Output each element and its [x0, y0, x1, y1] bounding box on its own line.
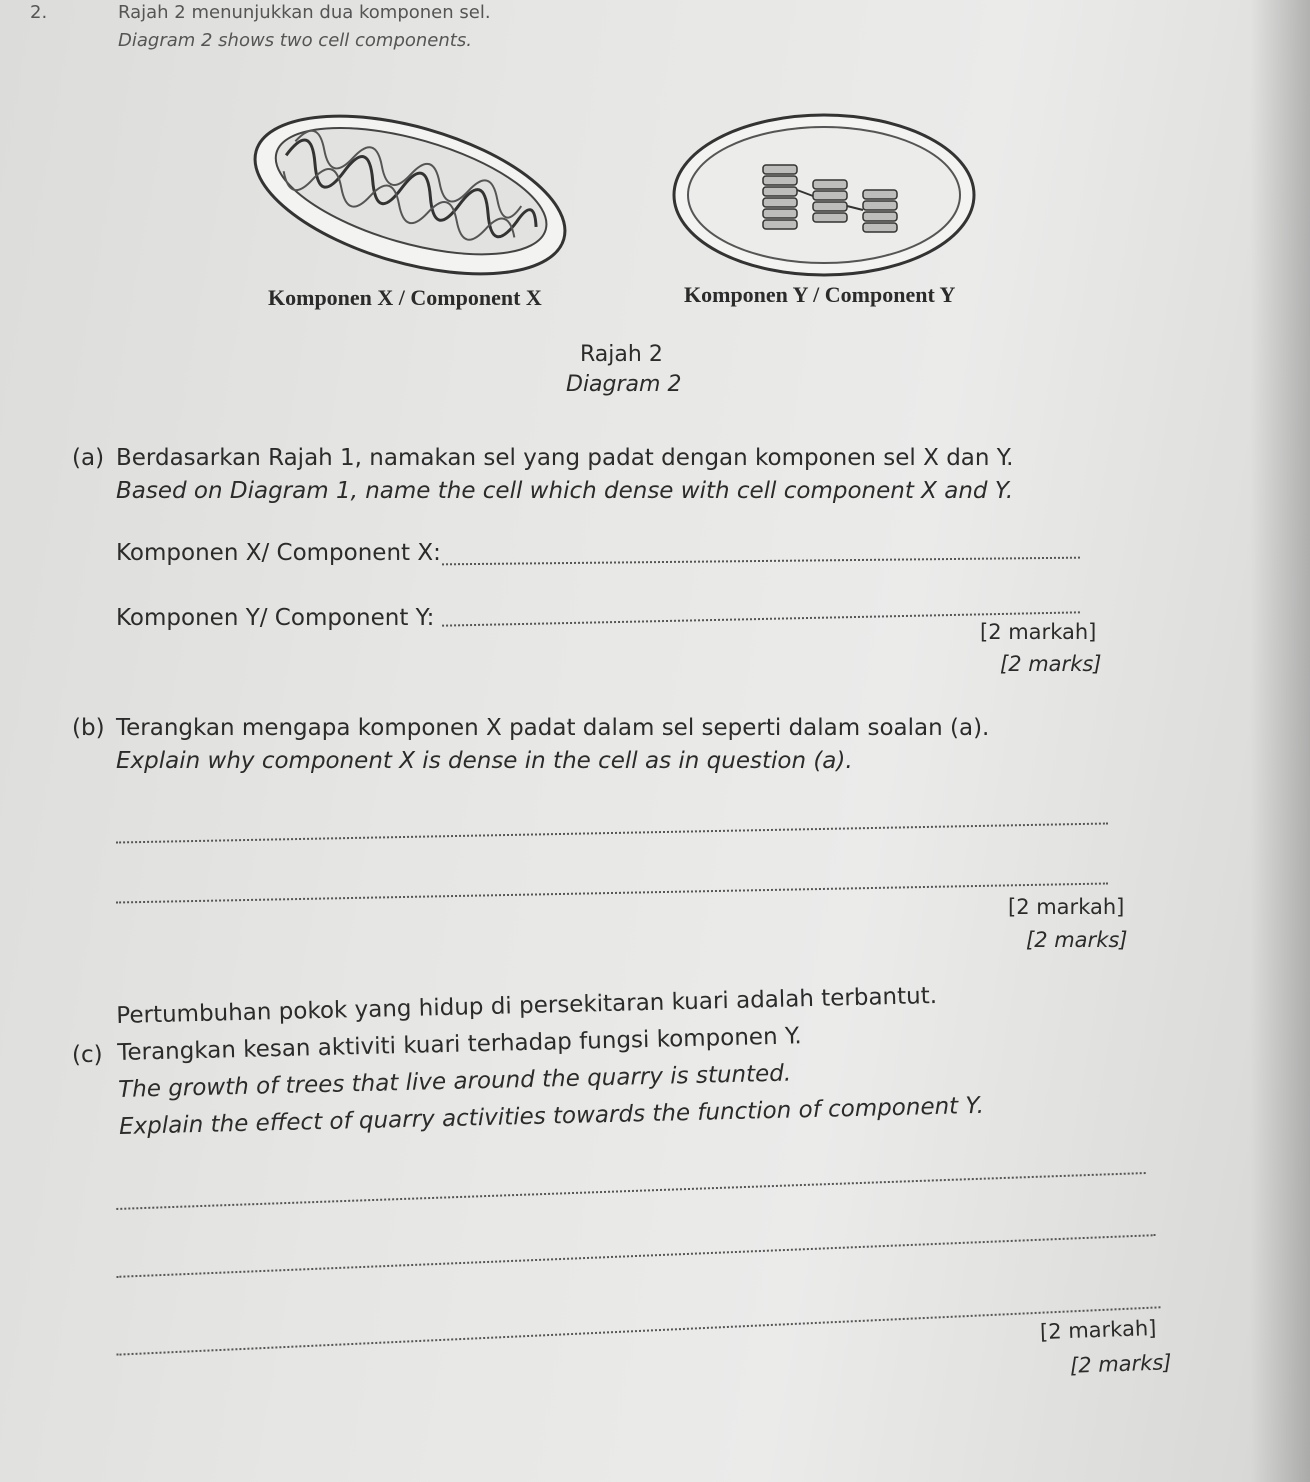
- question-b-marks-ms: [2 markah]: [1008, 895, 1125, 919]
- diagram-caption-ms: Rajah 2: [580, 342, 663, 367]
- question-b-text-en: Explain why component X is dense in the cell as in question (a).: [116, 748, 853, 774]
- question-a-label: (a): [72, 445, 105, 471]
- component-y-label: Komponen Y / Component Y: [684, 282, 956, 307]
- question-a-text-ms: Berdasarkan Rajah 1, namakan sel yang padat dengan komponen sel X dan Y.: [116, 445, 1014, 471]
- question-b-marks-en: [2 marks]: [1026, 928, 1128, 952]
- question-c-text-en-2: Explain the effect of quarry activities towards the function of component Y.: [118, 1092, 985, 1140]
- question-a-marks-en: [2 marks]: [1000, 652, 1102, 676]
- question-number: 2.: [30, 2, 48, 23]
- question-c-text-en-1: The growth of trees that live around the quarry is stunted.: [117, 1060, 792, 1103]
- question-c-text-ms-1: Pertumbuhan pokok yang hidup di persekitaran kuari adalah terbantut.: [116, 982, 938, 1029]
- question-c-text-block: [116, 979, 984, 1144]
- chloroplast-drawing: [668, 110, 980, 280]
- question-c-marks-en: [2 marks]: [1069, 1350, 1172, 1378]
- question-b-text-ms: Terangkan mengapa komponen X padat dalam sel seperti dalam soalan (a).: [116, 715, 990, 741]
- header-title-ms: Rajah 2 menunjukkan dua komponen sel.: [118, 2, 491, 23]
- question-b-label: (b): [72, 715, 105, 741]
- question-c-label: (c): [72, 1042, 103, 1068]
- component-x-field-label: Komponen X/ Component X:: [116, 540, 441, 566]
- question-a-text-en: Based on Diagram 1, name the cell which dense with cell component X and Y.: [116, 478, 1014, 504]
- component-x-label: Komponen X / Component X: [268, 285, 542, 310]
- diagram-caption-en: Diagram 2: [566, 372, 682, 397]
- header-title-en: Diagram 2 shows two cell components.: [118, 30, 472, 51]
- question-a-marks-ms: [2 markah]: [980, 620, 1097, 644]
- mitochondrion-drawing: [240, 95, 580, 295]
- question-c-text-ms-2: Terangkan kesan aktiviti kuari terhadap fungsi komponen Y.: [116, 1023, 802, 1066]
- component-y-field-label: Komponen Y/ Component Y:: [116, 605, 435, 631]
- question-c-marks-ms: [2 markah]: [1039, 1315, 1157, 1345]
- page-edge-shadow: [1250, 0, 1310, 1482]
